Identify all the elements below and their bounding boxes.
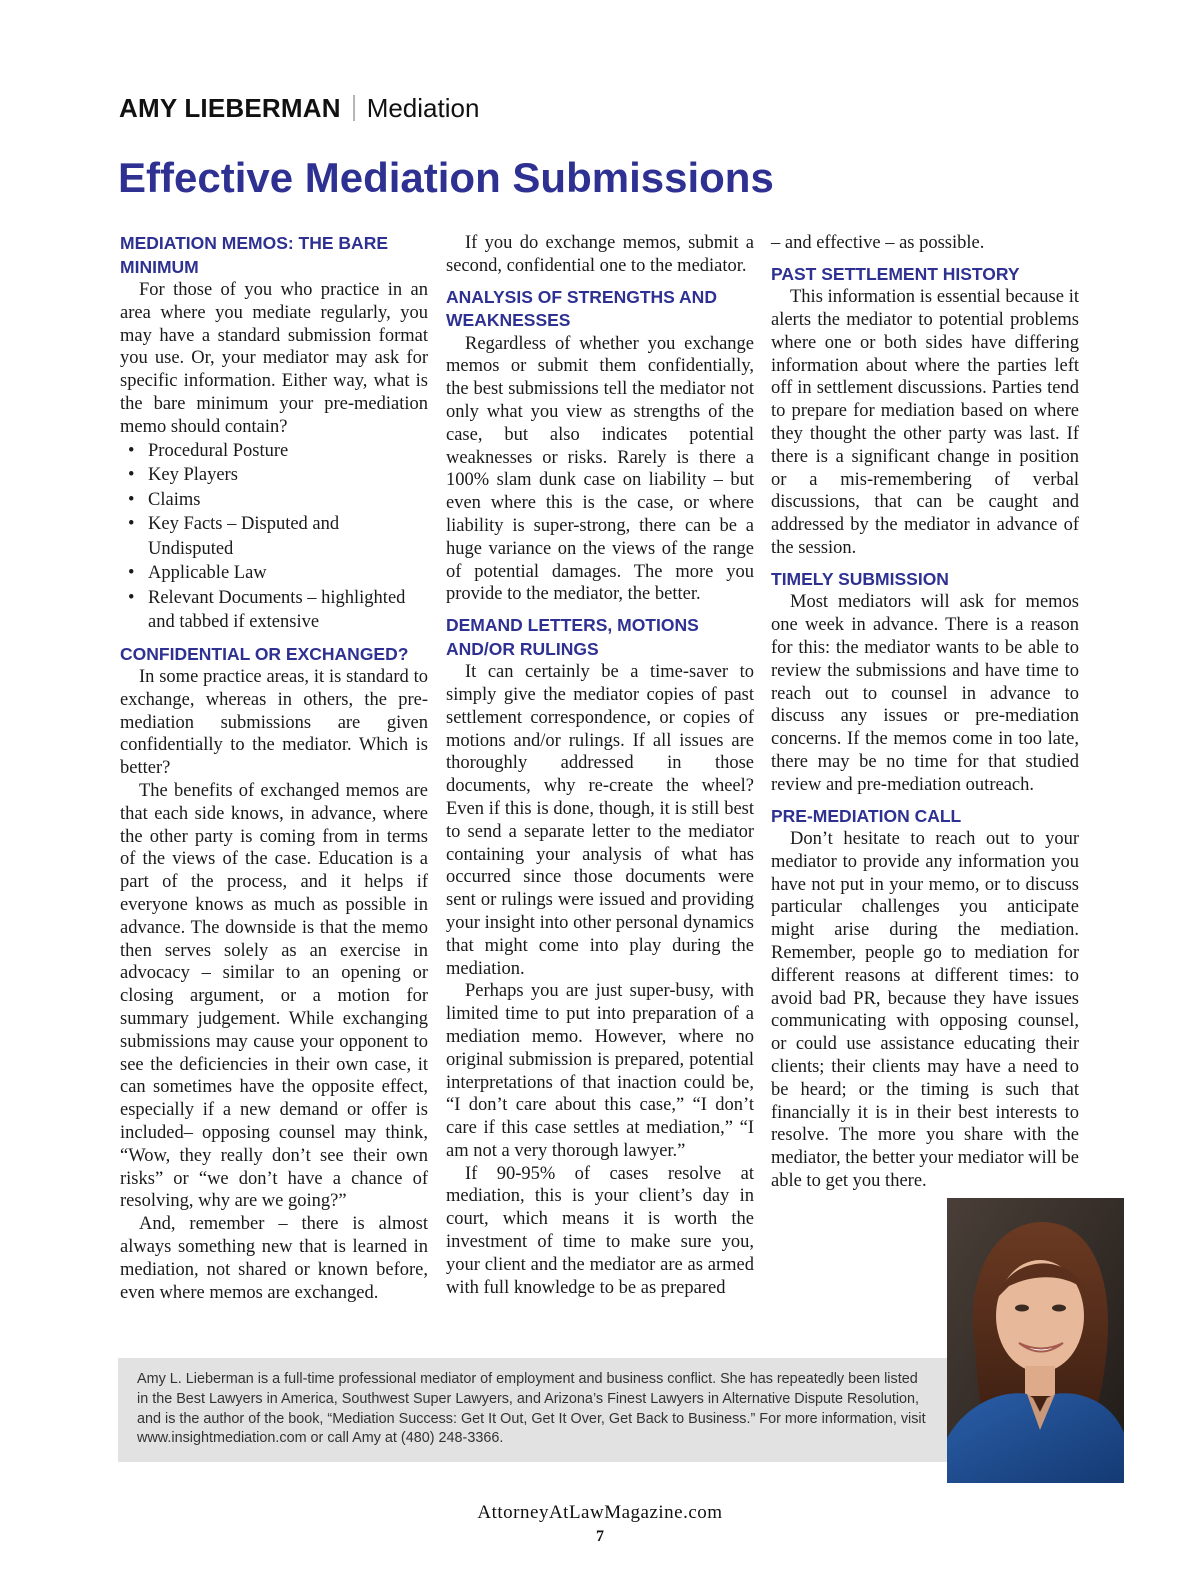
section-heading: MEDIATION MEMOS: THE BARE MINIMUM [120,233,389,277]
paragraph: And, remember – there is almost always something new that is learned in mediation, not shared or known before, even where memos are exchanged. [120,1214,428,1303]
footer-website: AttorneyAtLawMagazine.com [477,1502,723,1523]
kicker-divider [353,95,355,121]
section-heading: PRE-MEDIATION CALL [771,805,962,826]
list-item: • Key Players [128,465,238,486]
paragraph: If 90-95% of cases resolve at mediation, this is your client’s day in court, which means it is worth the investment of time to make sure you, your client and the mediator are as armed with full knowledge to be as prepared [446,1163,754,1298]
section-heading: TIMELY SUBMISSION [771,568,949,589]
paragraph: If you do exchange memos, submit a second, confidential one to the mediator. [446,233,754,276]
paragraph: Perhaps you are just super-busy, with limited time to put into preparation of a mediation memo. However, where no original submission is prepared, potential interpretations of that inaction could be, “I don’t care about this case,” “I don’t care if this case settles at mediation,” “I am not a very thorough lawyer.” [446,981,754,1161]
author-photo [947,1198,1124,1483]
paragraph: It can certainly be a time-saver to simply give the mediator copies of past settlement correspondence, or copies of motions and/or rulings. If all issues are thoroughly addressed in those documents, why re-create the wheel? Even if this is done, though, it is still best to send a separate letter to the mediator containing your analysis of what has occurred since those documents were sent or rulings were issued and providing your insight into other personal dynamics that might come into play during the mediation. [446,662,754,979]
list-item: • Key Facts – Disputed and Undisputed [128,514,340,559]
section-heading: DEMAND LETTERS, MOTIONS AND/OR RULINGS [446,615,699,659]
page-number: 7 [596,1528,604,1545]
author-name: AMY LIEBERMAN [119,93,341,123]
column-1 [120,232,428,1304]
call-section [771,828,1079,1193]
author-portrait-image [947,1198,1124,1483]
article-kicker [119,92,479,124]
author-bio-box: Amy L. Lieberman is a full-time professional mediator of employment and business conflict. She has repeatedly been listed in the Best Lawyers in America, Southwest Super Lawyers, and Arizona’s Finest Lawyers in Alternative Dispute Resolution, and is the author of the book, “Mediation Success: Get It Out, Get It Over, Get Back to Business.” For more information, visit www.insightmediation.com or call Amy at (480) 248-3366. [118,1358,947,1462]
list-item: • Relevant Documents – highlighted and tabbed if extensive [128,587,406,633]
section-heading: CONFIDENTIAL OR EXCHANGED? [120,643,409,664]
paragraph: For those of you who practice in an area where you mediate regularly, you may have a standard submission format you use. Or, your mediator may ask for specific information. Either way, what is the bare minimum your pre-mediation memo should contain? [120,280,428,437]
paragraph: This information is essential because it alerts the mediator to potential problems where one or both sides have differing information about where the parties left off in settlement discussions. Parties tend to prepare for mediation based on where they thought the other party was last. If there is a significant change in position or a mis-remembering of verbal discussions, that can be caught and addressed by the mediator in advance of the session. [771,287,1079,559]
section-label: Mediation [366,93,480,123]
paragraph: Don’t hesitate to reach out to your mediator to provide any information you have not put in your memo, or to discuss particular challenges you anticipate might arise during the mediation. Remember, people go to mediation for different reasons at different times: to avoid bad PR, because they have issues communicating with opposing counsel, or could use assistance educating their clients; their clients may have a need to be heard; or the timing is such that financially it is in their best interests to resolve. The more you share with the mediator, the better your mediator will be able to get you there. [771,829,1080,1191]
section-heading: ANALYSIS OF STRENGTHS AND WEAKNESSES [446,286,717,331]
article-title: Effective Mediation Submissions [118,154,774,201]
paragraph: Most mediators will ask for memos one week in advance. There is a reason for this: the mediator wants to be able to review the submissions and have time to reach out to counsel in advance to discuss any issues or pre-mediation concerns. If the memos come in too late, there may be no time for that studied review and pre-mediation outreach. [771,592,1079,795]
list-item: • Claims [128,489,201,510]
paragraph: The benefits of exchanged memos are that each side knows, in advance, where the other party is coming from in terms of the views of the case. Education is a part of the process, and it helps if everyone knows as much as possible in advance. The downside is that the memo then serves solely as an exercise in advocacy – similar to an opening or closing argument, or a motion for summary judgement. While exchanging submissions may cause your opponent to see the deficiencies in their own case, it can sometimes have the opposite effect, especially if a new demand or offer is included– opposing counsel may think, “Wow, they really don’t see their own risks” or “we don’t have a chance of resolving, why are we going?” [120,781,428,1212]
memo-checklist [120,439,428,635]
paragraph: – and effective – as possible. [771,233,985,253]
paragraph: In some practice areas, it is standard to exchange, whereas in others, the pre-mediation submissions are given confidentially to the mediator. Which is better? [120,667,428,779]
list-item: • Applicable Law [128,563,267,584]
column-2 [446,232,754,1299]
paragraph: Regardless of whether you exchange memos or submit them confidentially, the best submissions tell the mediator not only what you view as strengths of the case, but also indicates potential weaknesses or risks. Rarely is there a 100% slam dunk case on liability – but even where this is the case, or where liability is super-strong, there can be a huge variance on the views of the range of potential damages. The more you provide to the mediator, the better. [446,333,754,605]
section-heading: PAST SETTLEMENT HISTORY [771,263,1020,284]
list-item: • Procedural Posture [128,440,289,461]
